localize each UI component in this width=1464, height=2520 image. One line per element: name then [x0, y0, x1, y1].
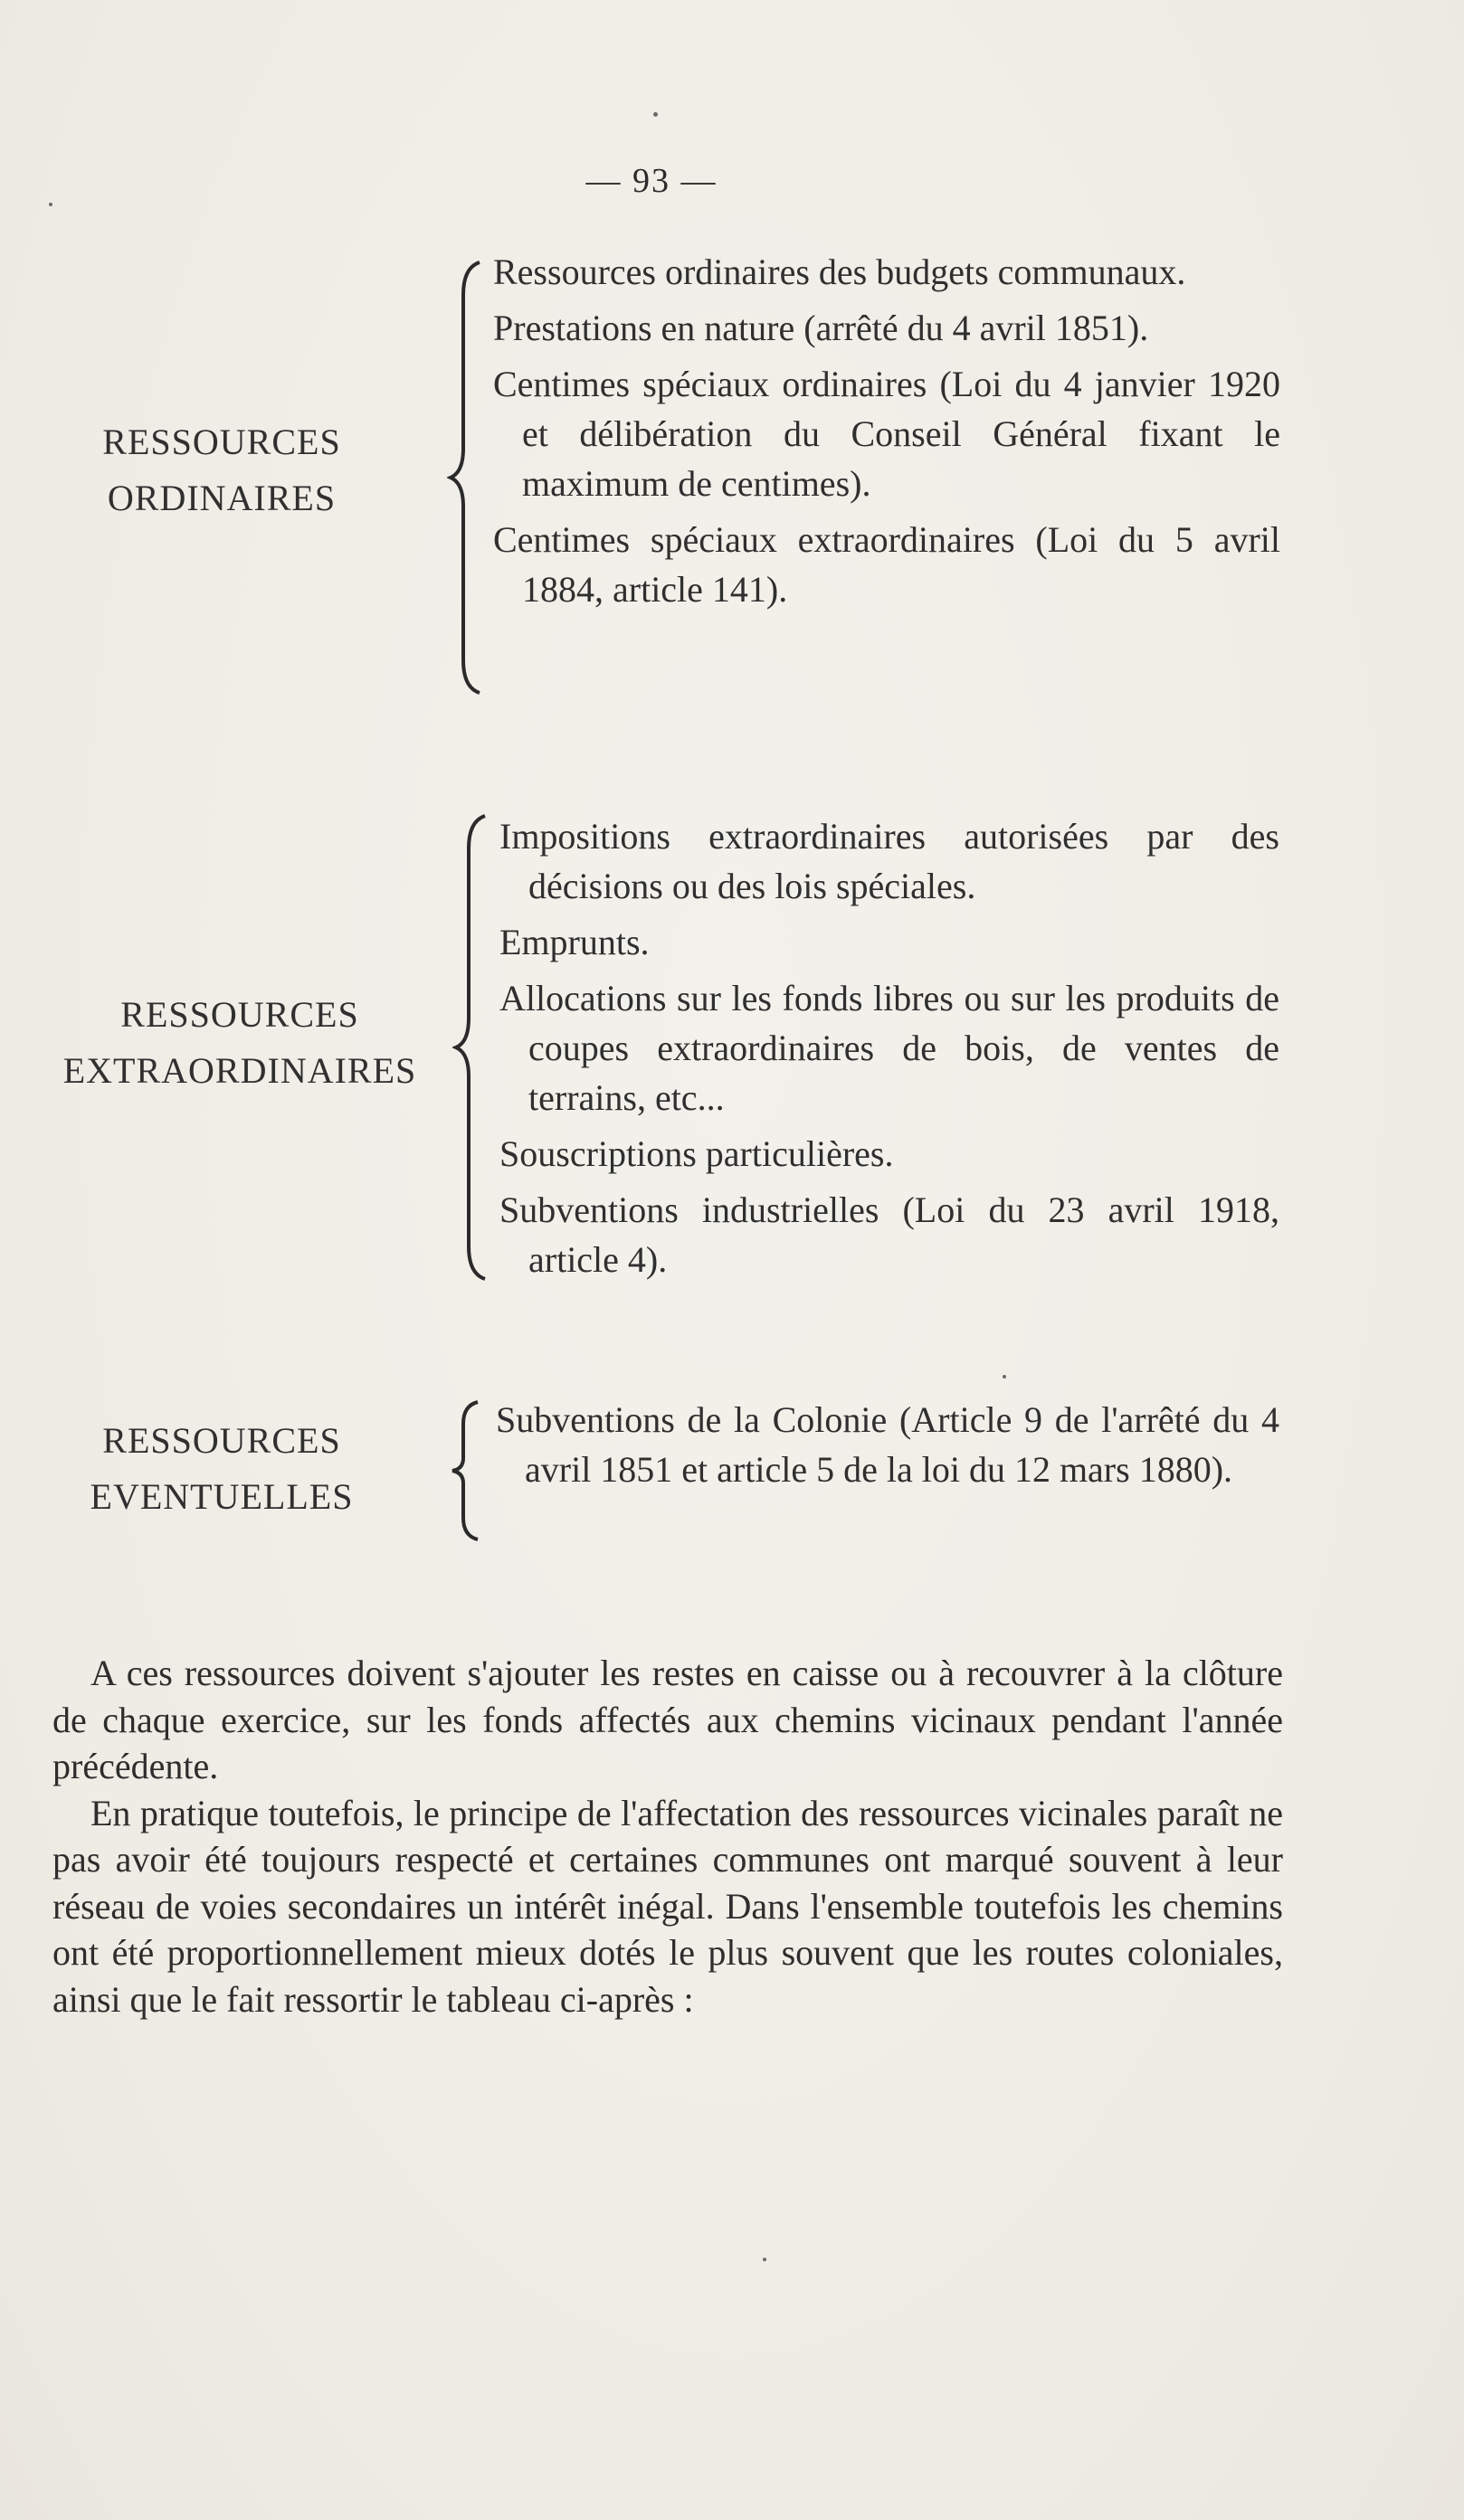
- speck-mark: [653, 112, 658, 117]
- curly-brace-icon: [449, 1398, 485, 1543]
- curly-brace-icon: [452, 812, 492, 1283]
- paragraph: En pratique toutefois, le principe de l'affectation des ressources vicinales paraît ne pas avoir été toujours respecté et certaines communes ont marqué souvent à leur réseau de voies secondaires un intérêt inégal. Dans l'ensemble toutefois les chemins ont été proportionnellement mieux dotés le plus souvent que les routes coloniales, ainsi que le fait ressortir le tableau ci-après :: [52, 1792, 1283, 2020]
- section-label-line: RESSOURCES: [102, 1420, 341, 1461]
- section-label-line: RESSOURCES: [120, 994, 359, 1035]
- list-item: Emprunts.: [499, 922, 650, 962]
- list-item: Souscriptions particulières.: [499, 1133, 894, 1174]
- list-item: Allocations sur les fonds libres ou sur les produits de coupes extraordinaires de bois, de ventes de terrains, etc...: [499, 978, 1279, 1118]
- list-item: Ressources ordinaires des budgets communaux.: [493, 251, 1186, 292]
- section-label-line: ORDINAIRES: [107, 478, 337, 518]
- item-list: [493, 247, 1280, 621]
- section-label-line: EVENTUELLES: [90, 1476, 354, 1517]
- list-item: Subventions de la Colonie (Article 9 de l'arrêté du 4 avril 1851 et article 5 de la loi du 12 mars 1880).: [496, 1399, 1279, 1490]
- speck-mark: [49, 203, 52, 206]
- section-label-line: EXTRAORDINAIRES: [62, 1050, 417, 1091]
- page-number: — 93 —: [585, 162, 718, 200]
- section-label: [63, 404, 380, 536]
- speck-mark: [763, 2258, 766, 2261]
- list-item: Prestations en nature (arrêté du 4 avril 1851).: [493, 308, 1149, 348]
- list-item: Impositions extraordinaires autorisées par des décisions ou des lois spéciales.: [499, 816, 1279, 906]
- item-list: [496, 1395, 1279, 1501]
- section-label-line: RESSOURCES: [102, 422, 341, 462]
- item-list: [499, 811, 1279, 1291]
- body-text: [52, 1650, 1283, 2023]
- section-label: [63, 1403, 380, 1535]
- list-item: Centimes spéciaux ordinaires (Loi du 4 janvier 1920 et délibération du Conseil Général fixant le maximum de centimes).: [493, 364, 1280, 504]
- speck-mark: [1003, 1375, 1006, 1378]
- list-item: Centimes spéciaux extraordinaires (Loi du 5 avril 1884, article 141).: [493, 519, 1280, 610]
- paragraph: A ces ressources doivent s'ajouter les restes en caisse ou à recouvrer à la clôture de chaque exercice, sur les fonds affectés aux chemins vicinaux pendant l'année précédente.: [52, 1653, 1283, 1786]
- list-item: Subventions industrielles (Loi du 23 avril 1918, article 4).: [499, 1189, 1279, 1280]
- section-label: [36, 977, 443, 1109]
- curly-brace-icon: [447, 259, 487, 696]
